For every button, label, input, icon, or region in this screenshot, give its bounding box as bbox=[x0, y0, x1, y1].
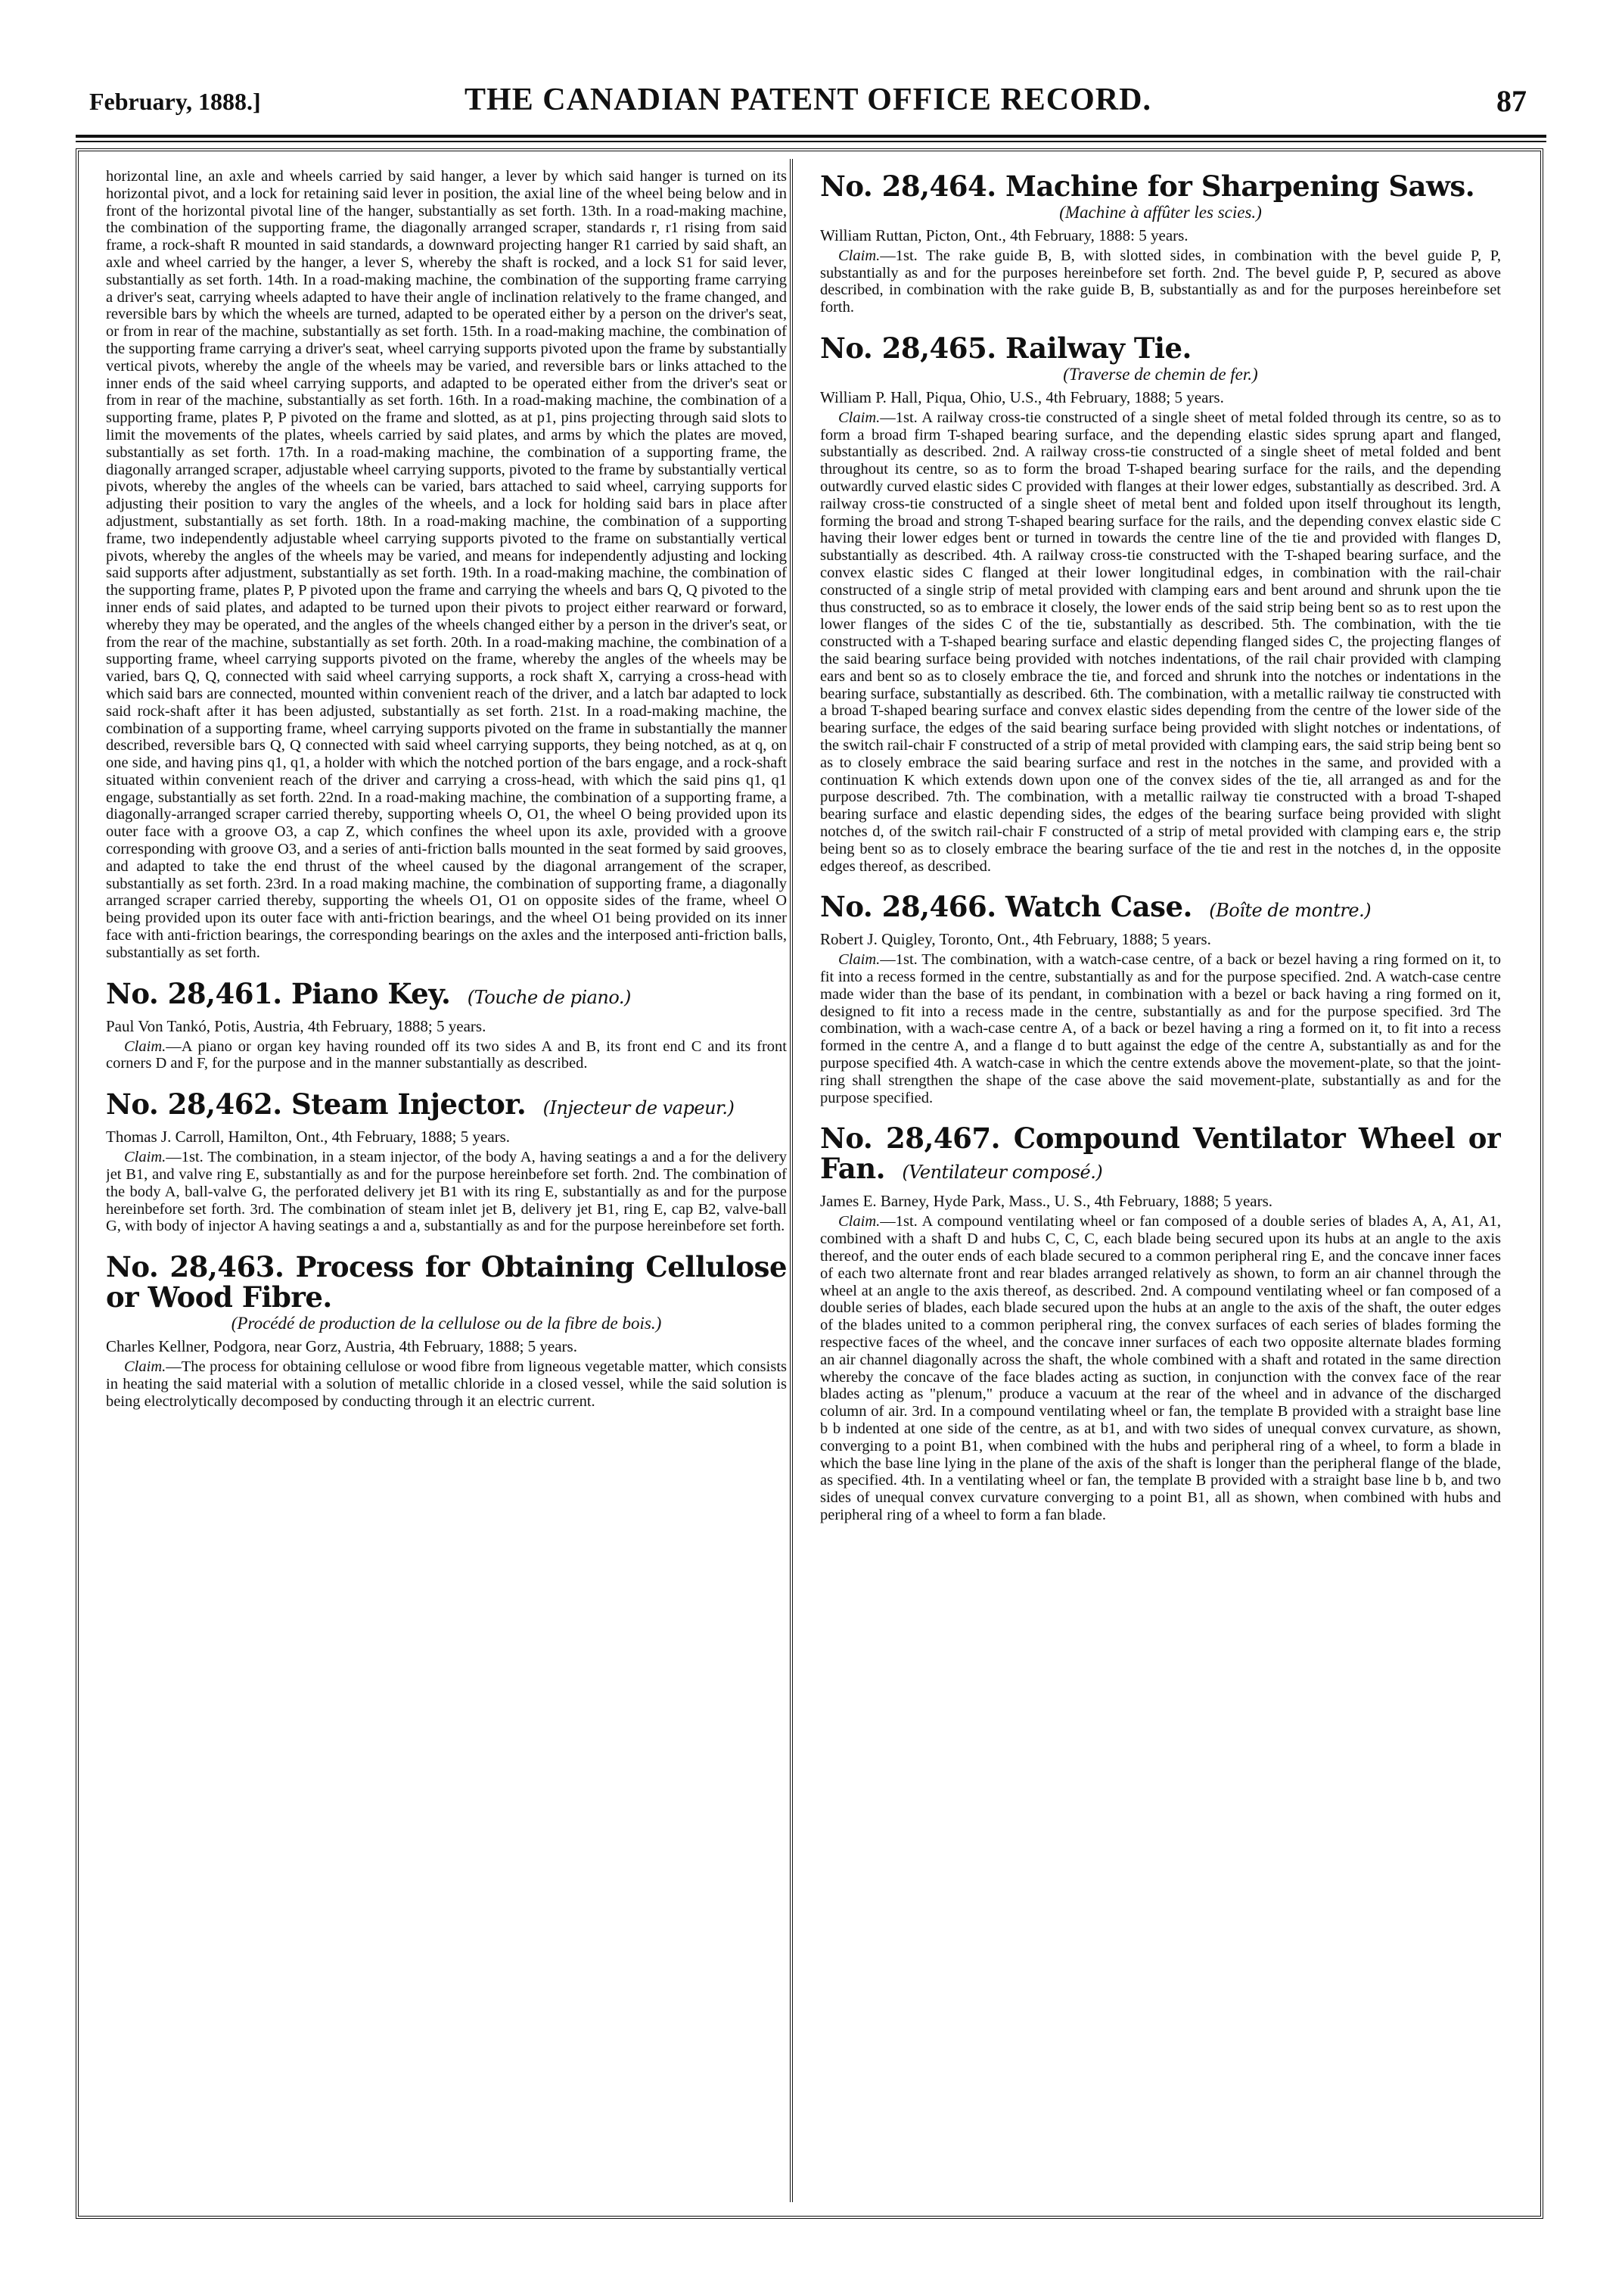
patent-number: No. 28,463. bbox=[106, 1250, 284, 1284]
patent-number: No. 28,462. bbox=[106, 1087, 282, 1122]
claim-label: Claim. bbox=[124, 1038, 166, 1055]
journal-title: THE CANADIAN PATENT OFFICE RECORD. bbox=[465, 82, 1151, 117]
patent-title bbox=[106, 1089, 787, 1123]
patent-name: Steam Injector. bbox=[291, 1087, 527, 1122]
patent-byline: Paul Von Tankó, Potis, Austria, 4th February, 1888; 5 years. bbox=[106, 1016, 486, 1035]
french-title: (Touche de piano.) bbox=[467, 986, 631, 1008]
french-title: (Boîte de montre.) bbox=[1209, 900, 1372, 922]
patent-title bbox=[820, 171, 1501, 201]
patent-entry-28462 bbox=[106, 1089, 787, 1235]
header-rule bbox=[76, 135, 1546, 138]
claim-text: —The process for obtaining cellulose or wood fibre from ligneous vegetable matter, which consists in heating the said material with a solution of metallic chloride in a closed vessel, while the said solution is being electrolytically decomposed by conducting through it an electric current. bbox=[106, 1358, 787, 1410]
claim-label: Claim. bbox=[838, 1213, 881, 1230]
claim-text: —1st. The rake guide B, B, with slotted sides, in combination with the bevel guide P, P, substantially as and for the purposes hereinbefore set forth. 2nd. The bevel guide P, P, secured as above described, in combination with the rake guide B, B, substantially as and for the purposes hereinbefore set forth. bbox=[820, 247, 1501, 316]
claim-label: Claim. bbox=[838, 951, 881, 969]
patent-number: No. 28,467. bbox=[820, 1122, 1000, 1156]
patent-byline: James E. Barney, Hyde Park, Mass., U. S., 4th February, 1888; 5 years. bbox=[820, 1192, 1273, 1211]
patent-title bbox=[106, 1252, 787, 1312]
patent-entry-28465 bbox=[820, 333, 1501, 875]
patent-byline: William Ruttan, Picton, Ont., 4th February, 1888: 5 years. bbox=[820, 226, 1189, 244]
patent-name: Compound Ventilator Wheel or Fan. bbox=[820, 1122, 1501, 1186]
french-title: (Traverse de chemin de fer.) bbox=[1063, 364, 1258, 384]
patent-title bbox=[820, 333, 1501, 363]
patent-name: Machine for Sharpening Saws. bbox=[1005, 170, 1475, 203]
patent-claim bbox=[820, 247, 1501, 316]
patent-byline: Robert J. Quigley, Toronto, Ont., 4th February, 1888; 5 years. bbox=[820, 930, 1211, 949]
header-date: February, 1888.] bbox=[89, 88, 261, 115]
claim-text: —1st. A compound ventilating wheel or fan composed of a double series of blades A, A, A1, A1, combined with a shaft D and hubs C, C, C, each blade being secured upon its hubs at an angle to the axis thereof, and the outer ends of each blade secured to a common peripheral ring E, and the concave inner faces of each two alternate front and rear blades arranged relatively as shown, to form an air channel through the wheel at an angle to the axis thereof, as described. 2nd. A compound ventilating wheel or fan composed of a double series of blades, each blade secured upon the hubs at an angle to the axis of the shaft, the outer edges of the blades united to a common peripheral ring, the convex surfaces of each series of blades forming the respective faces of the wheel, and the concave inner surfaces of each two opposite alternate blades forming an air channel diagonally across the shaft, the whole combined with a shaft and rotated in the same direction whereby the concave of the face blades acting as suction, in conjunction with the convex face of the rear blades acting as "plenum," produce a vacuum at the rear of the wheel and in advance of the discharged column of air. 3rd. In a compound ventilating wheel or fan, the template B provided with a straight base line b b indented at one side of the centre, as at b1, and with two sides of unequal convex curvature, as shown, converging to a point B1, when combined with the hubs and peripheral ring of a wheel, to form a blade in which the base line lying in the plane of the axis of the shaft is longer than the peripheral flange of the blade, as specified. 4th. In a ventilating wheel or fan, the template B provided with a straight base line b b, and two sides of unequal convex curvature converging to a point B1, all as shown, when combined with hubs and peripheral ring of a wheel to form a fan blade. bbox=[820, 1213, 1501, 1524]
patent-claim bbox=[820, 951, 1501, 1106]
patent-number: No. 28,461. bbox=[106, 976, 282, 1010]
patent-entry-28467 bbox=[820, 1123, 1501, 1523]
page-header bbox=[89, 82, 1527, 127]
claim-label: Claim. bbox=[124, 1358, 166, 1376]
patent-number: No. 28,464. bbox=[820, 170, 996, 203]
claim-text: —1st. The combination, in a steam injector, of the body A, having seatings a and a for the delivery jet B1, and valve ring E, substantially as and for the purpose hereinbefore set forth. 2nd. The combination of the body A, ball-valve G, the perforated delivery jet B1 with its ring E, substantially as and for the purpose hereinbefore set forth. 3rd. The combination of steam inlet jet B, delivery jet B1, ring E, cap B2, valve-ball G, with body of injector A having seatings a and a, substantially as and for the purpose hereinbefore set forth. bbox=[106, 1149, 787, 1235]
patent-claim bbox=[820, 1213, 1501, 1523]
patent-byline: William P. Hall, Piqua, Ohio, U.S., 4th February, 1888; 5 years. bbox=[820, 387, 1224, 406]
patent-byline: Thomas J. Carroll, Hamilton, Ont., 4th February, 1888; 5 years. bbox=[106, 1128, 511, 1146]
patent-claim bbox=[106, 1358, 787, 1410]
patent-number: No. 28,466. bbox=[820, 890, 996, 924]
patent-number: No. 28,465. bbox=[820, 331, 996, 365]
claim-label: Claim. bbox=[124, 1149, 166, 1166]
left-column bbox=[106, 168, 787, 2204]
header-rule-thin bbox=[76, 141, 1546, 142]
patent-title bbox=[820, 891, 1501, 926]
patent-title bbox=[106, 978, 787, 1013]
claim-text: —1st. The combination, with a watch-case centre, of a back or bezel having a ring formed on it, to fit into a recess formed in the centre, substantially as and for the purpose specified. 2nd. A watch-case centre made wider than the base of its pendant, in combination with a bezel or back having a ring formed on it, designed to fit into a recess made in the centre, substantially as and for the purpose specified. 3rd The combination, with a wach-case centre A, of a back or bezel having a ring a formed on it, to fit into a recess formed in the centre A, and a flange d to butt against the edge of the centre A, substantially as and for the purpose specified 4th. A watch-case in which the centre extends above the movement-plate, so that the joint-ring shall strengthen the shape of the case above the said movement-plate, substantially as and for the purpose specified. bbox=[820, 951, 1501, 1106]
patent-claim bbox=[106, 1038, 787, 1073]
claim-label: Claim. bbox=[838, 409, 881, 426]
claim-label: Claim. bbox=[838, 247, 881, 264]
french-title: (Ventilateur composé.) bbox=[902, 1162, 1103, 1184]
continued-claims-text: horizontal line, an axle and wheels carried by said hanger, a lever by which said hanger is turned on its horizontal pivot, and a lock for retaining said lever in position, the axial line of the wheel being below and in front of the horizontal pivotal line of the hanger, substantially as set forth. 13th. In a road-making machine, the combination of the supporting frame, the diagonally arranged scraper, standards r, r1 rising from said frame, a rock-shaft R mounted in said standards, a downward projecting hanger R1 carried by said shaft, an axle and wheel carried by the hanger, a lever S, whereby the shaft is rocked, and a lock S1 for said lever, substantially as set forth. 14th. In a road-making machine, the combination of the supporting frame carrying a driver's seat, carrying wheels adapted to have their angle of inclination relatively to the frame changed, and reversible bars by which the wheels are turned, adapted to be operated either by a person on the driver's seat, or from in rear of the machine, substantially as set forth. 15th. In a road-making machine, the combination of the supporting frame carrying a driver's seat, wheel carrying supports pivoted upon the frame by substantially vertical pivots, whereby the angle of the wheels may be varied, and reversible bars or links attached to the inner ends of the said wheel carrying supports, and adapted to be operated either from the driver's seat or from in rear of the machine, substantially as set forth. 16th. In a road-making machine, the combination of a supporting frame, plates P, P pivoted on the frame and slotted, as at p1, pins projecting through said slots to limit the movements of the plates, wheels carried by said plates, and arms by which the plates are moved, substantially as set forth. 17th. In a road-making machine, the combination of a supporting frame, the diagonally arranged scraper, adjustable wheel carrying supports, pivoted to the frame by substantially vertical pivots, whereby the angles of the wheels can be varied, bars attached to said wheel, carrying supports for adjusting their position to vary the angles of the wheels, and a lock for holding said bars in place after adjustment, substantially as set forth. 18th. In a road-making machine, the combination of a supporting frame, two independently adjustable wheel carrying supports pivoted to the frame on substantially vertical pivots, whereby the angles of the wheels may be varied, and means for independently adjusting and locking said supports after adjustment, substantially as set forth. 19th. In a road-making machine, the combination of the supporting frame, plates P, P pivoted upon the frame and carrying the wheels and bars Q, Q pivoted to the inner ends of said plates, and adapted to be turned upon their pivots to project either rearward or forward, whereby they may be operated, and the angles of the wheels changed either by a person in the driver's seat, or from the rear of the machine, substantially as set forth. 20th. In a road-making machine, the combination of a supporting frame, wheel carrying supports pivoted on the frame, whereby the angles of the wheels may be varied, bars Q, Q, connected with said wheel carrying supports, a rock shaft X, carrying a cross-head with which said bars are connected, mounted within convenient reach of the driver, and a latch bar adapted to lock said rock-shaft after it has been adjusted, substantially as set forth. 21st. In a road-making machine, the combination of a supporting frame, wheel carrying supports pivoted on the frame in substantially the manner described, reversible bars Q, Q connected with said wheel carrying supports, they being notched, as at q, on one side, and having pins q1, q1, a holder with which the notched portion of the bars engage, and a rock-shaft situated within convenient reach of the driver and carrying a cross-head, with which the said pins q1, q1 engage, substantially as set forth. 22nd. In a road-making machine, the combination of a supporting frame, a diagonally-arranged scraper carried thereby, supporting wheels O, O1, the wheel O being provided upon its outer face with a groove O3, a cap Z, which confines the wheel upon its axle, provided with a groove corresponding with groove O3, and a series of anti-friction balls mounted in the seat formed by said grooves, and adapted to take the end thrust of the wheel caused by the diagonal arrangement of the scraper, substantially as set forth. 23rd. In a road making machine, the combination of supporting frame, a diagonally arranged scraper carried thereby, supporting the wheels O1, O1 on opposite sides of the frame, wheel O being provided upon its outer face with anti-friction bearings, and the wheel O1 being provided on its inner face with anti-friction bearings, the corresponding bearings on the axles and the interposed anti-friction balls, substantially as set forth. bbox=[106, 168, 787, 961]
column-divider bbox=[790, 159, 793, 2202]
french-title: (Procédé de production de la cellulose ou de la fibre de bois.) bbox=[231, 1314, 662, 1333]
claim-text: —1st. A railway cross-tie constructed of a single sheet of metal folded through its centre, so as to form a broad firm T-shaped bearing surface, and the depending elastic sides sprung apart and flanged, substantially as described. 2nd. A railway cross-tie constructed of a single sheet of metal folded and bent throughout its centre, so as to form the broad T-shaped bearing surface for the rails, and the depending outwardly curved elastic sides C provided with flanges at their lower edges, substantially as described. 3rd. A railway cross-tie constructed of a single sheet of metal bent and folded upon itself throughout its length, forming the broad and strong T-shaped bearing surface for the rails, and the depending convex elastic side C having their lower edges bent or turned in towards the centre line of the tie and provided with flanges D, substantially as described. 4th. A railway cross-tie constructed with the T-shaped bearing surface, and the convex elastic sides C flanged at their lower longitudinal edges, in combination with the rail-chair constructed of a single strip of metal provided with clamping ears and bent around and shrunk upon the tie thus constructed, so as to embrace it closely, the lower ends of the said strip being bent so as to rest upon the lower flanges of the sides C of the tie, substantially as described. 5th. The combination, with the tie constructed with a T-shaped bearing surface and elastic depending flanged sides C, the projecting flanges of the said bearing surface being provided with notches indentations, of the rail chair provided with clamping ears and bent so as to closely embrace the tie, and forced and shrunk into the notches or indentations in the bearing surface, substantially as described. 6th. The combination, with a metallic railway tie constructed with a broad T-shaped bearing surface and convex elastic sides depending from the centre of the lower side of the bearing surface, the edges of the said bearing surface being provided with slight notches or indentations, of the switch rail-chair F constructed of a strip of metal provided with clamping ears, the said strip being bent so as to closely embrace the said bearing surface and rest in the notches in the same, and provided with a continuation K which extends down upon one of the convex sides of the tie, all arranged as and for the purpose described. 7th. The combination, with a metallic railway tie constructed with a broad T-shaped bearing surface and elastic depending sides, the edges of the bearing surface being provided with slight notches d, of the switch rail-chair F constructed of a strip of metal provided with clamping ears e, the strip being bent so as to closely embrace the bearing surface of the tie and rest in the notches d, in the opposite edges thereof, as described. bbox=[820, 409, 1501, 875]
patent-entry-28466 bbox=[820, 891, 1501, 1106]
french-title: (Machine à affûter les scies.) bbox=[1059, 203, 1262, 222]
patent-name: Railway Tie. bbox=[1005, 331, 1192, 365]
right-column bbox=[820, 168, 1501, 2204]
page-number: 87 bbox=[1496, 84, 1527, 118]
patent-claim bbox=[106, 1149, 787, 1235]
patent-entry-28463 bbox=[106, 1252, 787, 1410]
patent-entry-28464 bbox=[820, 171, 1501, 316]
patent-entry-28461 bbox=[106, 978, 787, 1073]
claim-text: —A piano or organ key having rounded off its two sides A and B, its front end C and its front corners D and F, for the purpose and in the manner substantially as described. bbox=[106, 1038, 787, 1072]
patent-claim bbox=[820, 409, 1501, 876]
patent-name: Watch Case. bbox=[1005, 890, 1192, 924]
patent-byline: Charles Kellner, Podgora, near Gorz, Austria, 4th February, 1888; 5 years. bbox=[106, 1337, 577, 1356]
patent-title bbox=[820, 1123, 1501, 1187]
french-title: (Injecteur de vapeur.) bbox=[542, 1097, 735, 1119]
patent-name: Process for Obtaining Cellulose or Wood Fibre. bbox=[106, 1250, 787, 1314]
patent-name: Piano Key. bbox=[291, 976, 451, 1010]
